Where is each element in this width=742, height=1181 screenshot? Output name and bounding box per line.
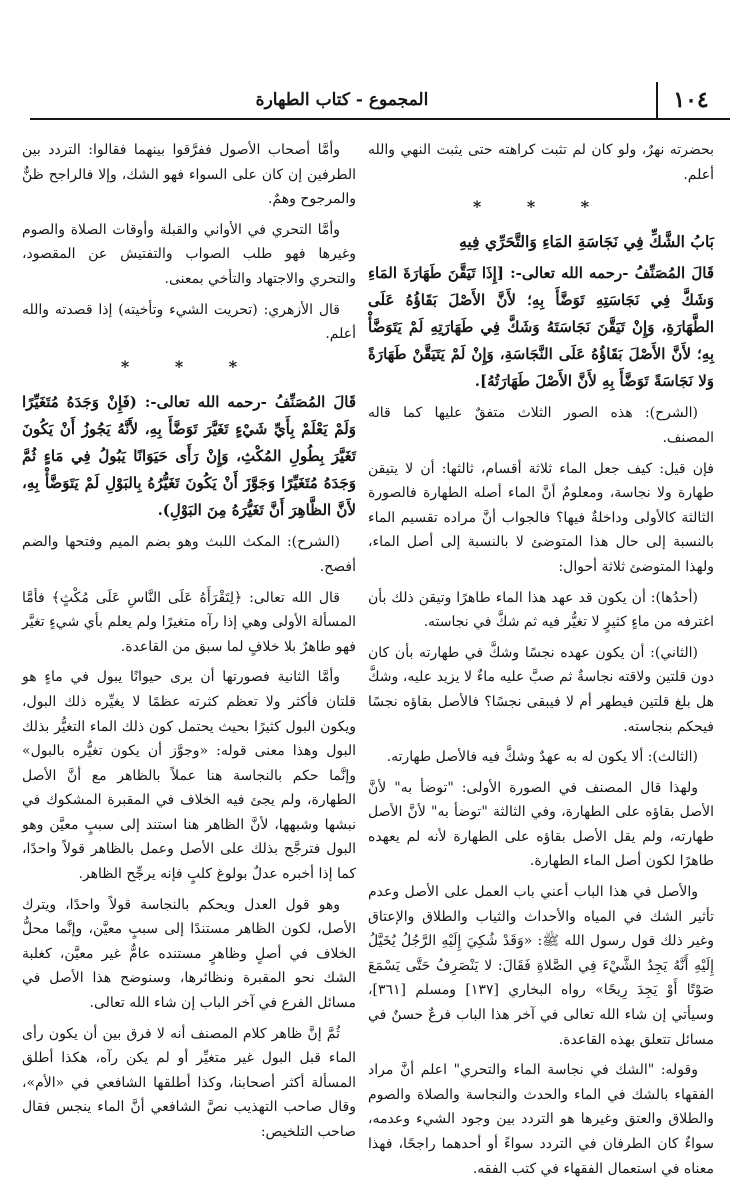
paragraph: (الثاني): أن يكون عهده نجسًا وشكَّ في طهارته بأن كان دون قلتين ولاقته نجاسةٌ ثم صبَّ عليه ماءٌ لا يزيد عليه، وشكَّ هل بلغ قلتين فيطهر أم لا فيبقى نجسًا؟ فالأصل بقاؤه نجسًا فيحكم بنجاسته. [368,644,714,735]
paragraph: بحضرته نهرٌ، ولو كان لم تثبت كراهته حتى يثبت النهي والله أعلم. [368,142,714,183]
paragraph: والأصل في هذا الباب أعني باب العمل على الأصل وعدم تأثير الشك في المياه والأحداث والثياب والطلاق والإعتاق وغير ذلك قول رسول الله ﷺ: «وَقَدْ شُكِيَ إِلَيْهِ الرَّجُلُ يُخَيَّلُ إِلَيْهِ أَنَّهُ يَجِدُ الشَّيْءَ فِي الصَّلاةِ فَقَالَ: لا يَنْصَرِفُ حَتَّى يَسْمَعَ صَوْتًا أَوْ يَجِدَ رِيحًا» رواه البخاري [١٣٧] ومسلم [٣٦١]، وسيأتي إن شاء الله تعالى في آخر هذا الباب فرعٌ حسنٌ في مسائل تتعلق بهذه القاعدة. [368,884,714,1048]
header-rule [30,118,730,120]
paragraph: فإن قيل: كيف جعل الماء ثلاثة أقسام، ثالثها: أن لا يتيقن طهارة ولا نجاسة، ومعلومٌ أنَّ الماء أصله الطهارة فالصورة الثالثة كالأولى وداخلةٌ فيها؟ فالجواب أنَّ مراده تقسيم الماء بالنسبة إلى حال هذا المتوضئ لا بالنسبة إلى أصل الماء، ولهذا المتوضئ ثلاثة أحوال: [368,460,714,575]
paragraph: (أحدُها): أن يكون قد عهد هذا الماء طاهرًا وتيقن ذلك بأن اغترفه من ماءٍ كثيرٍ لا تغيُّر فيه ثم شكَّ في نجاسته. [368,589,714,631]
paragraph: وقوله: "الشك في نجاسة الماء والتحري" اعلم أنَّ مراد الفقهاء بالشك في الماء والحدث والنجاسة والصلاة والصوم والطلاق والعتق وغيرها هو التردد بين وجود الشيء وعدمه، سواءٌ كان الطرفان في التردد سواءً أو أحدهما راجحًا، فهذا معناه في استعمال الفقهاء في كتب الفقه. [368,1062,714,1177]
paragraph: قال الأزهري: (تحريت الشيء وتأخيته) إذا قصدته والله أعلم. [22,301,356,343]
section-separator: * * * [472,197,610,217]
paragraph: ثُمَّ إنَّ ظاهر كلام المصنف أنه لا فرق بين أن يكون رأى الماء قبل البول غير متغيِّر أو لم يكن رآه، هكذا أطلق المسألة أكثر أصحابنا، وكذا أطلقها الشافعي في «الأم»، وقال صاحب التهذيب نصَّ الشافعي أنَّ الماء ينجس فقال صاحب التلخيص: [22,1025,356,1140]
matn-text: قَالَ المُصَنِّفُ -رحمه الله تعالى-: [إِذَا تَيَقَّنَ طَهَارَةَ المَاءِ وَشَكَّ فِي نَجَاسَتِهِ تَوَضَّأَ بِهِ؛ لأَنَّ الأَصْلَ بَقَاؤُهُ عَلَى الطَّهَارَةِ، وَإِنْ تَيَقَّنَ نَجَاسَتَهُ وَشَكَّ فِي طَهَارَتِهِ لَمْ يَتَوَضَّأْ بِهِ؛ لأَنَّ الأَصْلَ بَقَاؤُهُ عَلَى النَّجَاسَةِ، وَإِنْ لَمْ يَتَيَقَّنْ طَهَارَةً وَلا نَجَاسَةً تَوَضَّأَ بِهِ لأَنَّ الأَصْلَ طَهَارَتُهُ]. [368,264,714,391]
paragraph: وأمَّا التحري في الأواني والقبلة وأوقات الصلاة والصوم وغيرها فهو طلب الصواب والتفتيش عن المقصود، والتحري والاجتهاد والتأخي بمعنى. [22,221,356,287]
paragraph: (الثالث): ألا يكون له به عهدٌ وشكَّ فيه فالأصل طهارته. [386,749,698,766]
matn-text: قَالَ المُصَنِّفُ -رحمه الله تعالى-: (فَإِنْ وَجَدَهُ مُتَغَيِّرًا وَلَمْ يَعْلَمْ بِأَيِّ شَيْءٍ تَغَيَّرَ تَوَضَّأَ بِهِ، لأَنَّهُ يَجُوزُ أَنْ يَكُونَ تَغَيَّرَ بِطُولِ المُكْثِ، وَإِنْ رَأَى حَيَوَانًا يَبُولُ فِي مَاءٍ ثُمَّ وَجَدَهُ مُتَغَيِّرًا وَجَوَّزَ أَنْ يَكُونَ تَغَيُّرُهُ بِالبَوْلِ لَمْ يَتَوَضَّأْ بِهِ، لأَنَّ الظَّاهِرَ أَنَّ تَغَيُّرَهُ مِنَ البَوْلِ). [22,393,356,520]
section-separator: * * * [120,356,258,376]
sharh-paragraph: (الشرح): المكث اللبث وهو بضم الميم وفتحها والضم أفصح. [22,534,356,575]
paragraph: وهو قول العدل ويحكم بالنجاسة قولاً واحدًا، ويترك الأصل، لكون الظاهر مستندًا إلى سببٍ معيَّن، وإنَّما محلُّ الخلاف في أصلٍ وظاهرٍ مستنده عامٌّ غير معيَّن، كغلبة الشك نحو المقبرة ونظائرها، وسنوضح هذا الأصل في مسائل الفرع في آخر الباب إن شاء الله تعالى. [22,896,356,1012]
paragraph: وأمَّا أصحاب الأصول ففرَّقوا بينهما فقالوا: التردد بين الطرفين إن كان على السواء فهو الشك، وإلا فالراجح ظنٌّ والمرجوح وهمٌ. [22,142,356,208]
page-number: ١٠٤ [673,87,709,113]
paragraph: وأمَّا الثانية فصورتها أن يرى حيوانًا يبول في ماءٍ هو قلتان فأكثر ولا تعظم كثرته عظمًا لا يغيِّره ذلك البول، ويكون البول كثيرًا بحيث يحتمل كون ذلك الماء التغيُّر بذلك البول وهذا معنى قوله: «وجوَّز أن يكون تغيُّره بالبول» وإنَّما حكم بالنجاسة هنا عملاً بالظاهر مع أنَّ الأصل الطهارة، ولم يجئ فيه الخلاف في المقبرة المشكوك في نبشها وشبهها، لأنَّ الظاهر هنا استند إلى سببٍ معيَّن وهو البول فترجَّح بذلك على الأصل وعمل بالظاهر قولاً واحدًا، كما إذا أخبره عدلٌ بولوغ كلبٍ فإنه يرجِّح الظاهر. [22,669,356,883]
page-header [30,82,730,120]
running-title: المجموع - كتاب الطهارة [255,90,429,110]
left-column [22,138,356,1140]
header-divider [656,82,658,120]
sharh-paragraph: (الشرح): هذه الصور الثلاث متفقٌ عليها كما قاله المصنف. [368,405,714,446]
right-column [368,138,714,1177]
chapter-title: بَابُ الشَّكِّ فِي نَجَاسَةِ المَاءِ وَالتَّحَرِّي فِيهِ [459,231,714,251]
paragraph: ولهذا قال المصنف في الصورة الأولى: "توضأ به" لأنَّ الأصل بقاؤه على الطهارة، وفي الثالثة "توضأ به" لأنَّ الأصل طهارته، ولم يقل الأصل بقاؤه على الطهارة لأنه لم يعهده طاهرًا لكون أصل الماء الطهارة. [368,779,714,870]
paragraph: قال الله تعالى: ﴿لِتَقْرَأَهُ عَلَى النَّاسِ عَلَى مُكْثٍ﴾ فأمَّا المسألة الأولى وهي إذا رآه متغيرًا ولم يعلم بأي شيءٍ تغيَّر فهو طاهرٌ بلا خلافٍ لما سبق من القاعدة. [22,589,356,655]
